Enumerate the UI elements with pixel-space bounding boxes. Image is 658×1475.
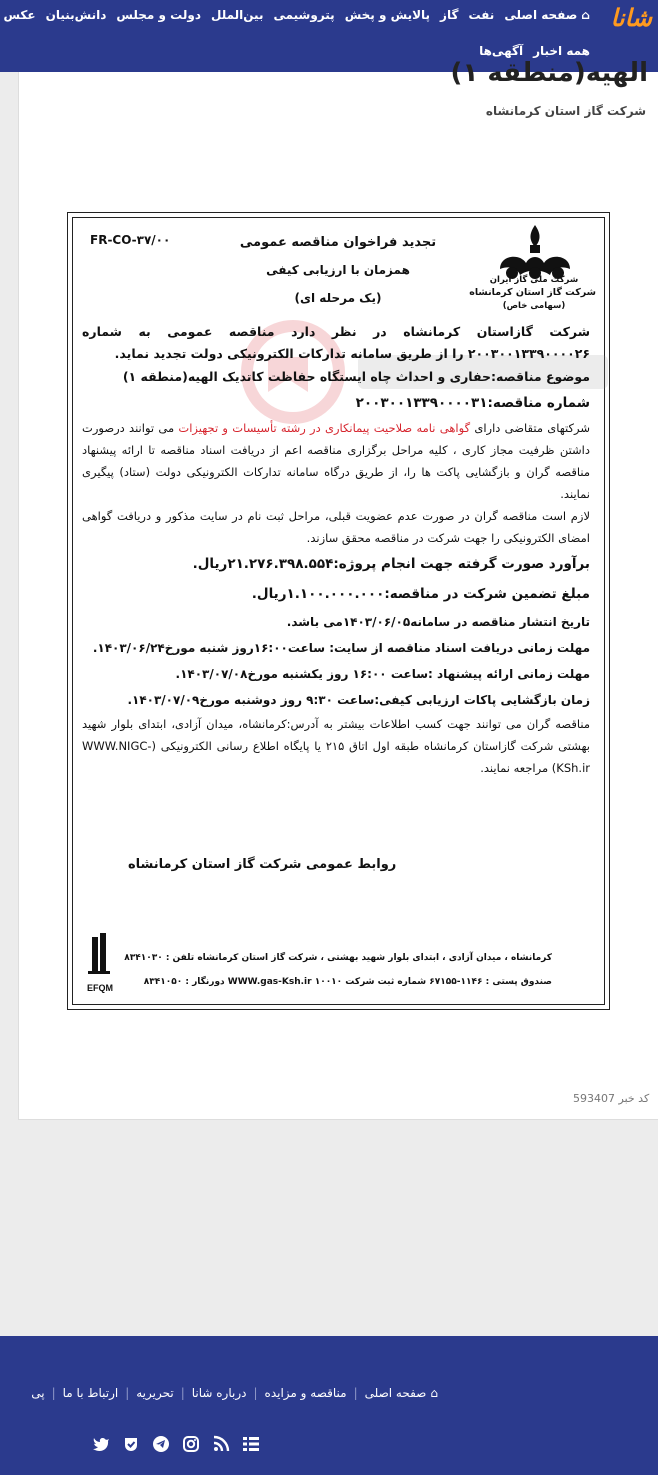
article-title: الهیه(منطقه ۱): [450, 58, 648, 88]
logo-caption-1: شرکت ملی گاز ایران: [489, 275, 579, 285]
eligibility-highlight: گواهی نامه صلاحیت پیمانکاری در رشته تأسیسات و تجهیزات: [178, 421, 471, 435]
separator: |: [253, 1386, 258, 1400]
site-logo[interactable]: شانا: [610, 4, 652, 32]
telegram-icon[interactable]: [152, 1435, 170, 1453]
footer-contact[interactable]: ارتباط با ما: [62, 1386, 119, 1400]
footer-editorial[interactable]: تحریریه: [136, 1386, 174, 1400]
eligibility-text: شرکتهای متقاضی دارای گواهی نامه صلاحیت پیمانکاری در رشته تأسیسات و تجهیزات می توانند درصورت داشتن ظرفیت مجاز کاری ، کلیه مراحل برگزاری مناقصه اعم از دریافت اسناد مناقصه تا ارائه پیشنهاد مناقصه گران و بازگشایی پاکت ها را، از طریق درگاه سامانه تدارکات الکترونیکی دولت (ستاد) پیگیری نمایند.: [82, 421, 590, 501]
logo-caption-3: (سهامی خاص): [502, 301, 566, 311]
twitter-icon[interactable]: [92, 1435, 110, 1453]
notice-stage: (یک مرحله ای): [294, 291, 382, 305]
separator: |: [51, 1386, 56, 1400]
instagram-icon[interactable]: [182, 1435, 200, 1453]
estimate-text: برآورد صورت گرفته جهت انجام پروژه:۲۱.۲۷۶.۳۹۸.۵۵۴ریال.: [192, 556, 590, 572]
home-icon: ⌂: [581, 8, 590, 22]
footer-links: [31, 1386, 438, 1400]
notice-intro: شرکت گازاستان کرمانشاه در نظر دارد مناقصه عمومی به شماره ۲۰۰۳۰۰۱۳۳۹۰۰۰۰۲۶ را از طریق سامانه تدارکات الکترونیکی دولت تجدید نماید.: [82, 324, 590, 361]
home-icon: ⌂: [430, 1386, 438, 1400]
footer-tenders[interactable]: مناقصه و مزایده: [264, 1386, 347, 1400]
efqm-label: EFQM: [87, 983, 113, 993]
nav-international[interactable]: بین‌الملل: [210, 8, 264, 22]
deadline-docs: مهلت زمانی دریافت اسناد مناقصه از سایت: ساعت۱۶:۰۰روز شنبه مورخ۱۴۰۳/۰۶/۲۴.: [92, 641, 590, 655]
bale-icon[interactable]: [122, 1435, 140, 1453]
form-code: FR-CO-۳۷/۰۰: [90, 233, 171, 247]
guarantee-text: مبلغ تضمین شرکت در مناقصه:۱.۱۰۰.۰۰۰.۰۰۰ریال.: [251, 586, 590, 602]
logo-caption-2: شرکت گاز استان کرمانشاه: [469, 287, 596, 298]
nav-home[interactable]: ⌂ صفحه اصلی: [504, 8, 590, 22]
tender-notice-image: [67, 212, 610, 1010]
nav-ads[interactable]: آگهی‌ها: [479, 44, 524, 58]
site-footer: [0, 1336, 658, 1475]
separator: |: [125, 1386, 130, 1400]
notice-subheading: همزمان با ارزیابی کیفی: [266, 263, 410, 277]
footer-home[interactable]: ⌂ صفحه اصلی: [364, 1386, 438, 1400]
separator: |: [353, 1386, 358, 1400]
nav-photo[interactable]: عکس: [3, 8, 36, 22]
nav-refining[interactable]: پالایش و پخش: [344, 8, 431, 22]
nav-petrochemical[interactable]: پتروشیمی: [273, 8, 335, 22]
secondary-menu: [469, 44, 590, 58]
address-line: کرمانشاه ، میدان آزادی ، ابتدای بلوار شهید بهشتی ، شرکت گاز استان کرمانشاه تلفن : ۸۳۴۱۰۳۰: [124, 953, 552, 963]
news-code: کد خبر 593407: [573, 1092, 650, 1105]
notice-body: [82, 321, 590, 779]
main-menu: [0, 8, 590, 22]
nav-government[interactable]: دولت و مجلس: [116, 8, 201, 22]
registration-text: لازم است مناقصه گران در صورت عدم عضویت قبلی، مراحل ثبت نام در سایت مذکور و دریافت گواهی امضای الکترونیکی را جهت شرکت در مناقصه محقق سازند.: [82, 509, 590, 545]
notice-heading: تجدید فراخوان مناقصه عمومی: [239, 235, 437, 250]
publish-date: تاریخ انتشار مناقصه در سامانه۱۴۰۳/۰۶/۰۵می باشد.: [286, 615, 590, 629]
nav-gas[interactable]: گاز: [440, 8, 459, 22]
public-relations-signature: روابط عمومی شرکت گاز استان کرمانشاه: [128, 857, 397, 872]
nav-knowledge-based[interactable]: دانش‌بنیان: [45, 8, 107, 22]
nav-all-news[interactable]: همه اخبار: [533, 44, 590, 58]
postal-line: صندوق پستی : ۱۱۴۶-۶۷۱۵۵ شماره ثبت شرکت ۱۰۰۱۰ WWW.gas-Ksh.ir دورنگار : ۸۳۴۱۰۵۰: [143, 977, 552, 987]
social-icons: [92, 1435, 260, 1453]
article-card: [18, 58, 658, 1120]
footer-about[interactable]: درباره شانا: [191, 1386, 247, 1400]
efqm-logo-icon: [78, 931, 122, 997]
footer-more[interactable]: پی: [31, 1386, 45, 1400]
nav-oil[interactable]: نفت: [468, 8, 495, 22]
article-source: شرکت گاز استان کرمانشاه: [485, 104, 646, 118]
menu-icon[interactable]: [242, 1435, 260, 1453]
rss-icon[interactable]: [212, 1435, 230, 1453]
separator: |: [180, 1386, 185, 1400]
notice-subject: موضوع مناقصه:حفاری و احداث چاه ایستگاه حفاظت کاتدیک الهیه(منطقه ۱): [122, 369, 590, 384]
opening-time: زمان بازگشایی پاکات ارزیابی کیفی:ساعت ۹:۳۰ روز دوشنبه مورخ۱۴۰۳/۰۷/۰۹.: [127, 693, 590, 707]
contact-text: مناقصه گران می توانند جهت کسب اطلاعات بیشتر به آدرس:کرمانشاه، میدان آزادی، ابتدای بلوار شهید بهشتی شرکت گازاستان کرمانشاه طبقه اول اتاق ۲۱۵ یا پایگاه اطلاع رسانی الکترونیکی (WWW.NIGC-KSh.ir) مراجعه نمایند.: [82, 717, 590, 775]
deadline-offer: مهلت زمانی ارائه پیشنهاد :ساعت ۱۶:۰۰ روز یکشنبه مورخ۱۴۰۳/۰۷/۰۸.: [175, 667, 590, 681]
tender-number: شماره مناقصه:۲۰۰۳۰۰۱۳۳۹۰۰۰۰۳۱: [355, 395, 590, 411]
